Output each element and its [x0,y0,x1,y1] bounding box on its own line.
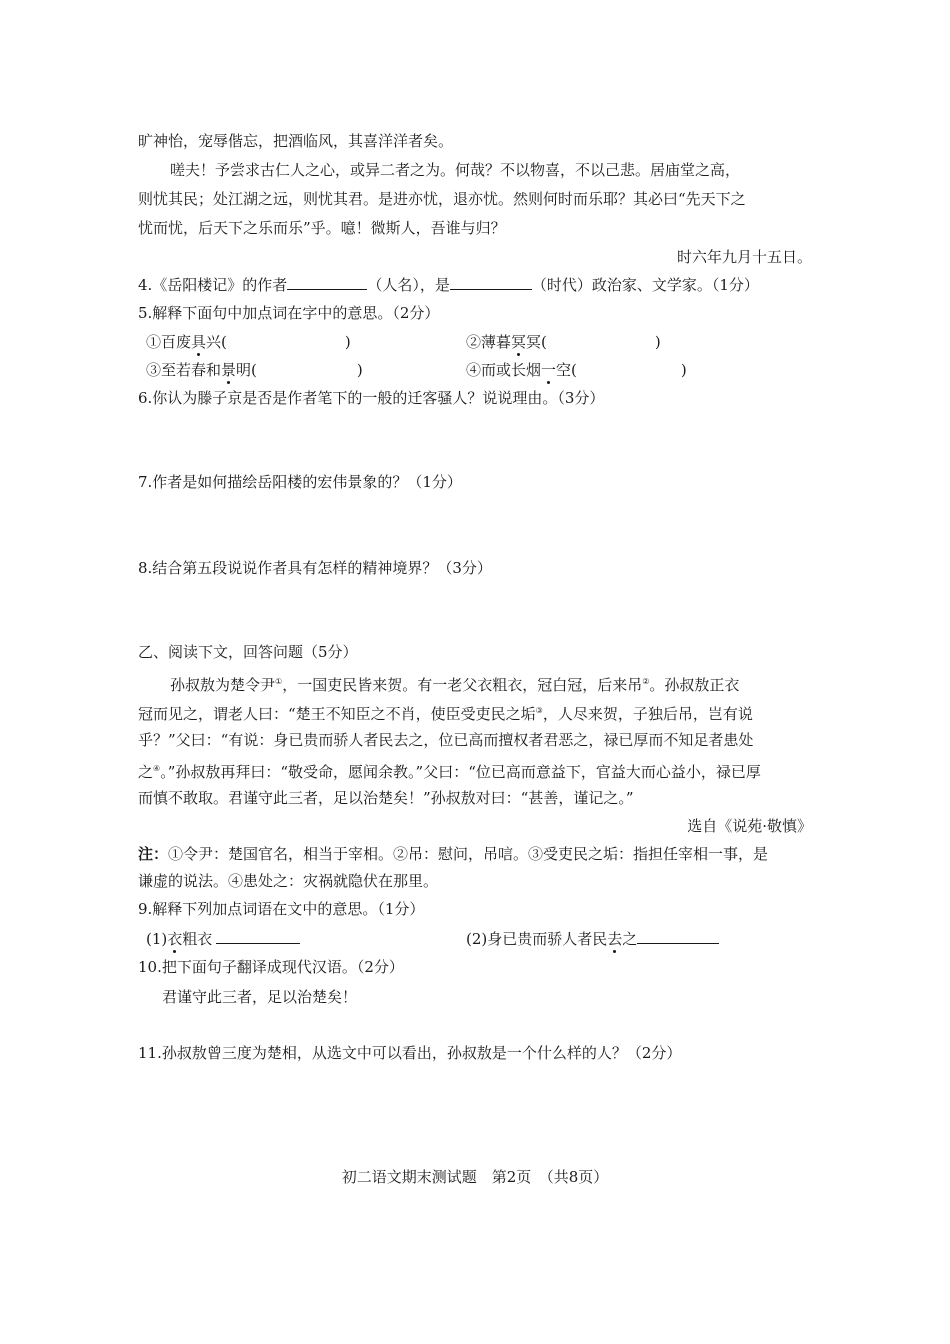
q9-item-text: (2)身已贵而骄人者民 [466,930,608,948]
passage-text: 。”孙叔敖再拜曰：“敬受命，愿闻余教。”父曰：“位已高而意益下，官益大而心益小，禄已厚 [160,763,761,781]
q9-item-2 [466,928,719,950]
notes-text: ①令尹：楚国官名，相当于宰相。②吊：慰问，吊唁。③受吏民之垢：指担任宰相一事，是 [168,845,769,863]
notes-line-2: 谦虚的说法。④患处之：灾祸就隐伏在那里。 [138,872,439,890]
passage-text: 孙叔敖为楚令尹 [170,676,276,694]
passage-text: 冠而见之，谓老人曰：“楚王不知臣之不肖，使臣受吏民之垢 [138,705,536,723]
question-6: 6.你认为滕子京是否是作者笔下的一般的迁客骚人？说说理由。（3分） [138,389,605,407]
q9-answer-blank[interactable] [637,929,719,944]
footnote-mark: ④ [153,764,161,773]
dotted-char: 冥 [511,333,527,351]
question-4 [138,274,759,296]
q9-item-text: 粗衣 [182,930,213,948]
q5-item-text: ) [654,333,661,351]
notes-label: 注： [138,845,169,863]
q5-item-text: ①百废 [146,333,192,351]
question-7: 7.作者是如何描绘岳阳楼的宏伟景象的？（1分） [138,473,462,491]
footnote-mark: ② [642,677,650,686]
q9-item-text: (1) [146,930,168,948]
q5-item-2 [466,331,661,353]
section-yi-heading: 乙、阅读下文，回答问题（5分） [138,643,358,661]
dotted-char: 去 [607,930,623,948]
passage-yi-line: 而慎不敢取。君谨守此三者，足以治楚矣！”孙叔敖对曰：“甚善，谨记之。” [138,789,634,807]
question-8: 8.结合第五段说说作者具有怎样的精神境界？（3分） [138,559,492,577]
question-11: 11.孙叔敖曾三度为楚相，从选文中可以看出，孙叔敖是一个什么样的人？（2分） [138,1044,682,1062]
q5-item-text: 冥( [526,333,547,351]
q9-item-1 [146,928,300,950]
q4-text-a: 4.《岳阳楼记》的作者 [138,276,288,294]
passage-line: 忧而忧，后天下之乐而乐”乎。噫！微斯人，吾谁与归？ [138,219,506,237]
q5-item-text: ④而或长烟 [466,361,542,379]
passage-yi-line [170,671,739,696]
q5-item-text: ) [344,333,351,351]
q10-sentence: 君谨守此三者，足以治楚矣！ [162,988,358,1006]
q5-item-text: 兴( [206,333,227,351]
dotted-char: 衣 [167,930,183,948]
notes-line-1 [138,843,768,865]
q5-item-text: ②薄暮 [466,333,512,351]
passage-line: 嗟夫！予尝求古仁人之心，或异二者之为。何哉？不以物喜，不以己悲。居庙堂之高， [170,161,741,179]
q9-answer-blank[interactable] [216,929,300,944]
passage-yi-line [138,758,761,783]
passage-yi-line: 乎？”父曰：“有说：身已贵而骄人者民去之，位已高而擅权者君恶之，禄已厚而不知足者患处 [138,731,754,749]
q5-item-1 [146,331,351,353]
q5-item-text: ) [356,361,363,379]
q9-item-text: 之 [622,930,638,948]
passage-text: ，一国吏民皆来贺。有一老父衣粗衣，冠白冠，后来吊 [282,676,643,694]
q5-item-text: 明( [236,361,257,379]
q4-era-blank[interactable] [450,275,532,290]
question-9-stem: 9.解释下列加点词语在文中的意思。（1分） [138,900,425,918]
footnote-mark: ③ [535,706,543,715]
q5-item-3 [146,359,363,381]
footnote-mark: ① [275,677,283,686]
passage-date: 时六年九月十五日。 [676,248,812,266]
q5-item-text: ) [680,361,687,379]
dotted-char: 景 [221,361,237,379]
passage-line: 旷神怡，宠辱偕忘，把酒临风，其喜洋洋者矣。 [138,132,454,150]
q5-item-text: ③至若春和 [146,361,222,379]
passage-source: 选自《说苑·敬慎》 [687,817,812,835]
question-5-stem: 5.解释下面句中加点词在字中的意思。（2分） [138,304,440,322]
q5-item-text: 空( [556,361,577,379]
passage-yi-line [138,700,753,725]
passage-text: ，人尽来贺，子独后吊，岂有说 [542,705,753,723]
q4-text-b: （人名），是 [367,276,450,294]
passage-text: 。孙叔敖正衣 [649,676,740,694]
q4-author-blank[interactable] [287,275,367,290]
q5-item-4 [466,359,687,381]
passage-line: 则忧其民；处江湖之远，则忧其君。是进亦忧，退亦忧。然则何时而乐耶？其必曰“先天下之 [138,190,746,208]
question-10-stem: 10.把下面句子翻译成现代汉语。（2分） [138,958,404,976]
dotted-char: 具 [191,333,207,351]
q4-text-c: （时代）政治家、文学家。（1分） [531,276,759,294]
dotted-char: 一 [541,361,557,379]
page-footer: 初二语文期末测试题 第2页 （共8页） [341,1168,609,1186]
passage-text: 之 [138,763,154,781]
